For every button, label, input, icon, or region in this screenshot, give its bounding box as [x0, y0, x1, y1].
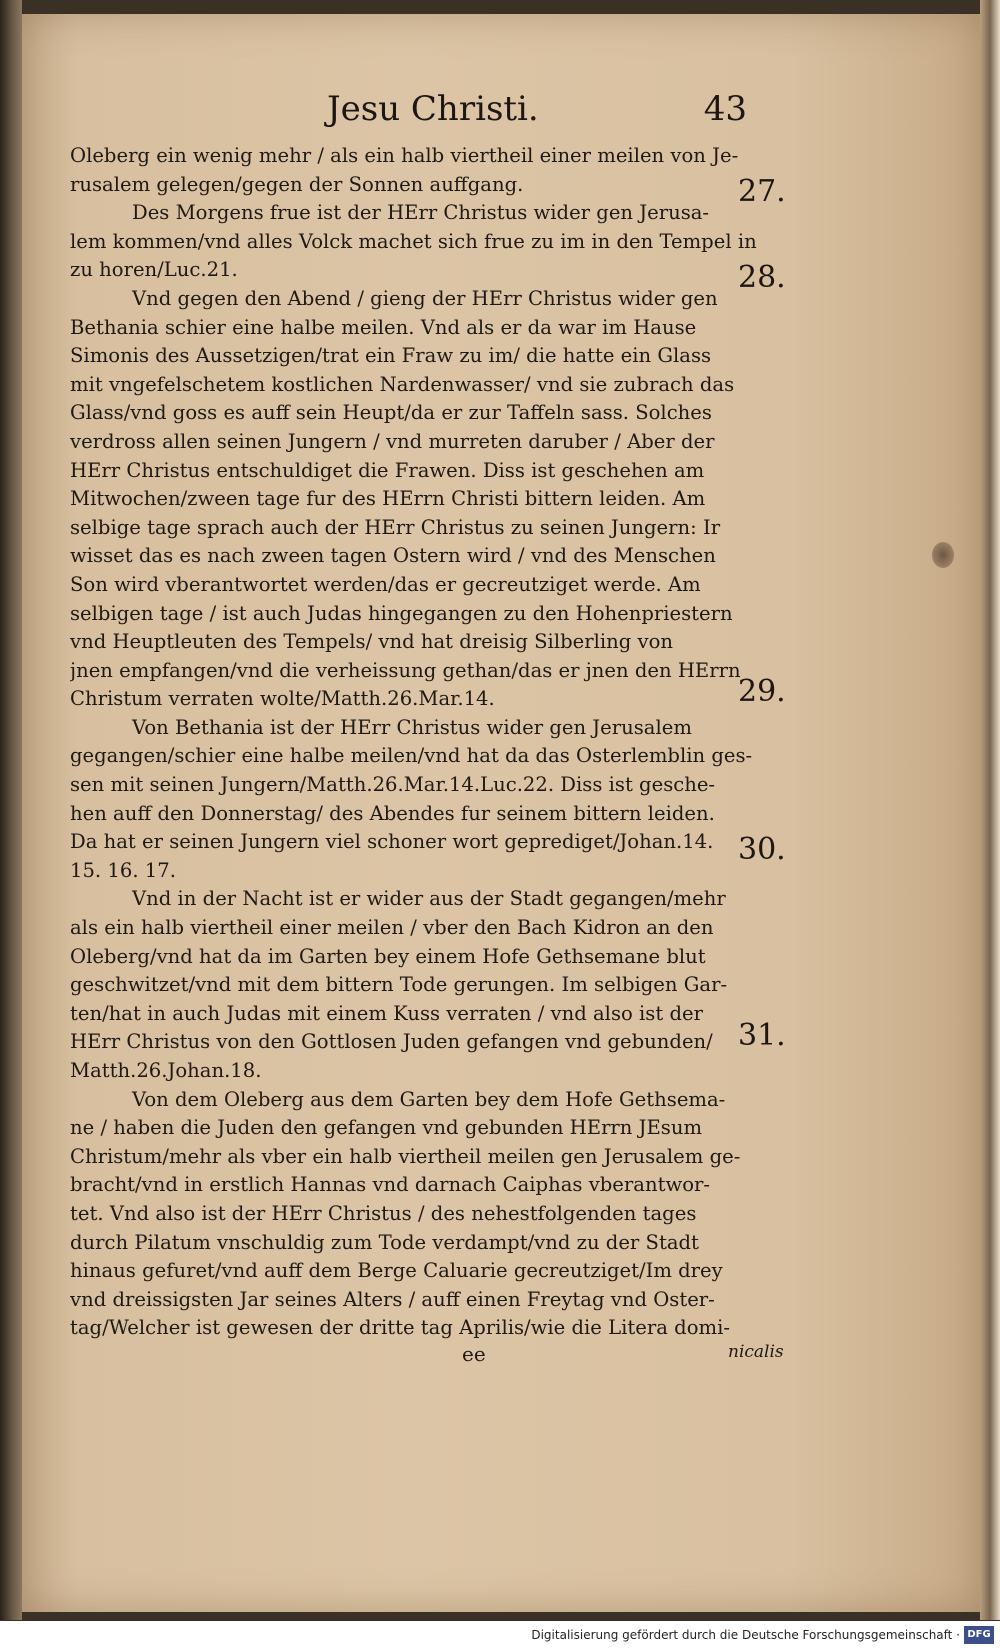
text-line: als ein halb viertheil einer meilen / vber den Bach Kidron an den: [70, 916, 714, 940]
text-line: vnd Heuptleuten des Tempels/ vnd hat dreisig Silberling von: [70, 630, 674, 654]
text-line: rusalem gelegen/gegen der Sonnen auffgang.: [70, 172, 524, 196]
ink-stain: [932, 542, 954, 568]
dfg-logo: DFG: [964, 1626, 994, 1644]
text-line: ne / haben die Juden den gefangen vnd gebunden HErrn JEsum: [70, 1116, 703, 1140]
page-edge-right: [980, 0, 1000, 1620]
footer-credit: Digitalisierung gefördert durch die Deutsche Forschungsgemeinschaft ·: [531, 1628, 960, 1642]
text-line: tet. Vnd also ist der HErr Christus / des nehestfolgenden tages: [70, 1201, 697, 1225]
text-line: Christum verraten wolte/Matth.26.Mar.14.: [70, 687, 495, 711]
text-line: Von Bethania ist der HErr Christus wider gen Jerusalem: [132, 715, 692, 739]
text-line: 15. 16. 17.: [70, 858, 176, 882]
text-line: sen mit seinen Jungern/Matth.26.Mar.14.Luc.22. Diss ist gesche-: [70, 773, 716, 797]
text-line: Vnd gegen den Abend / gieng der HErr Christus wider gen: [132, 286, 718, 310]
text-line: HErr Christus entschuldiget die Frawen. Diss ist geschehen am: [70, 458, 705, 482]
running-title: Jesu Christi.: [327, 89, 539, 129]
text-line: Glass/vnd goss es auff sein Heupt/da er zur Taffeln sass. Solches: [70, 401, 712, 425]
text-line: Vnd in der Nacht ist er wider aus der Stadt gegangen/mehr: [132, 887, 726, 911]
text-line: Da hat er seinen Jungern viel schoner wort geprediget/Johan.14.: [70, 830, 714, 854]
text-line: Von dem Oleberg aus dem Garten bey dem Hofe Gethsema-: [132, 1087, 726, 1111]
text-line: jnen empfangen/vnd die verheissung gethan/das er jnen den HErrn: [70, 658, 741, 682]
text-line: Son wird vberantwortet werden/das er gecreutziget werde. Am: [70, 572, 701, 596]
text-line: Matth.26.Johan.18.: [70, 1059, 262, 1082]
margin-number-27: 27.: [738, 174, 786, 209]
running-header: [327, 89, 747, 135]
text-line: vnd dreissigsten Jar seines Alters / auff einen Freytag vnd Oster-: [70, 1287, 715, 1311]
text-line: ten/hat in auch Judas mit einem Kuss verraten / vnd also ist der: [70, 1001, 703, 1025]
book-page: [22, 14, 980, 1612]
text-line: durch Pilatum vnschuldig zum Tode verdampt/vnd zu der Stadt: [70, 1230, 699, 1254]
text-line: lem kommen/vnd alles Volck machet sich frue zu im in den Tempel in: [70, 229, 757, 253]
text-line: selbige tage sprach auch der HErr Christus zu seinen Jungern: Ir: [70, 515, 721, 539]
text-line: Christum/mehr als vber ein halb viertheil meilen gen Jerusalem ge-: [70, 1144, 741, 1168]
text-line: zu horen/Luc.21.: [70, 258, 238, 282]
text-line: selbigen tage / ist auch Judas hingegangen zu den Hohenpriestern: [70, 601, 733, 625]
text-line: Mitwochen/zween tage fur des HErrn Christi bittern leiden. Am: [70, 487, 706, 511]
text-line: geschwitzet/vnd mit dem bittern Tode gerungen. Im selbigen Gar-: [70, 973, 728, 997]
text-line: gegangen/schier eine halbe meilen/vnd hat da das Osterlemblin ges-: [70, 744, 753, 768]
text-line: hinaus gefuret/vnd auff dem Berge Caluarie gecreutziget/Im drey: [70, 1259, 723, 1283]
text-line: Bethania schier eine halbe meilen. Vnd als er da war im Hause: [70, 315, 697, 339]
page-number: 43: [703, 89, 747, 129]
text-line: Oleberg ein wenig mehr / als ein halb viertheil einer meilen von Je-: [70, 144, 739, 167]
text-line: HErr Christus von den Gottlosen Juden gefangen vnd gebunden/: [70, 1030, 713, 1054]
margin-number-30: 30.: [738, 832, 786, 867]
text-line: Oleberg/vnd hat da im Garten bey einem Hofe Gethsemane blut: [70, 944, 706, 968]
margin-number-28: 28.: [738, 260, 786, 295]
text-line: hen auff den Donnerstag/ des Abendes fur seinem bittern leiden.: [70, 801, 715, 825]
text-line: Des Morgens frue ist der HErr Christus wider gen Jerusa-: [132, 201, 710, 225]
text-line: tag/Welcher ist gewesen der dritte tag Aprilis/wie die Litera domi-: [70, 1316, 730, 1340]
text-line: bracht/vnd in erstlich Hannas vnd darnach Caiphas vberantwor-: [70, 1173, 710, 1197]
catchword: nicalis: [728, 1342, 784, 1362]
text-line: verdross allen seinen Jungern / vnd murreten daruber / Aber der: [70, 429, 715, 453]
signature-mark: ee: [462, 1342, 486, 1366]
margin-number-29: 29.: [738, 674, 786, 709]
text-line: Simonis des Aussetzigen/trat ein Fraw zu im/ die hatte ein Glass: [70, 344, 712, 368]
body-text: [70, 142, 780, 1343]
footer-bar: [0, 1621, 1000, 1651]
text-line: wisset das es nach zween tagen Ostern wird / vnd des Menschen: [70, 544, 716, 568]
text-line: mit vngefelschetem kostlichen Nardenwasser/ vnd sie zubrach das: [70, 372, 735, 396]
margin-number-31: 31.: [738, 1018, 786, 1053]
